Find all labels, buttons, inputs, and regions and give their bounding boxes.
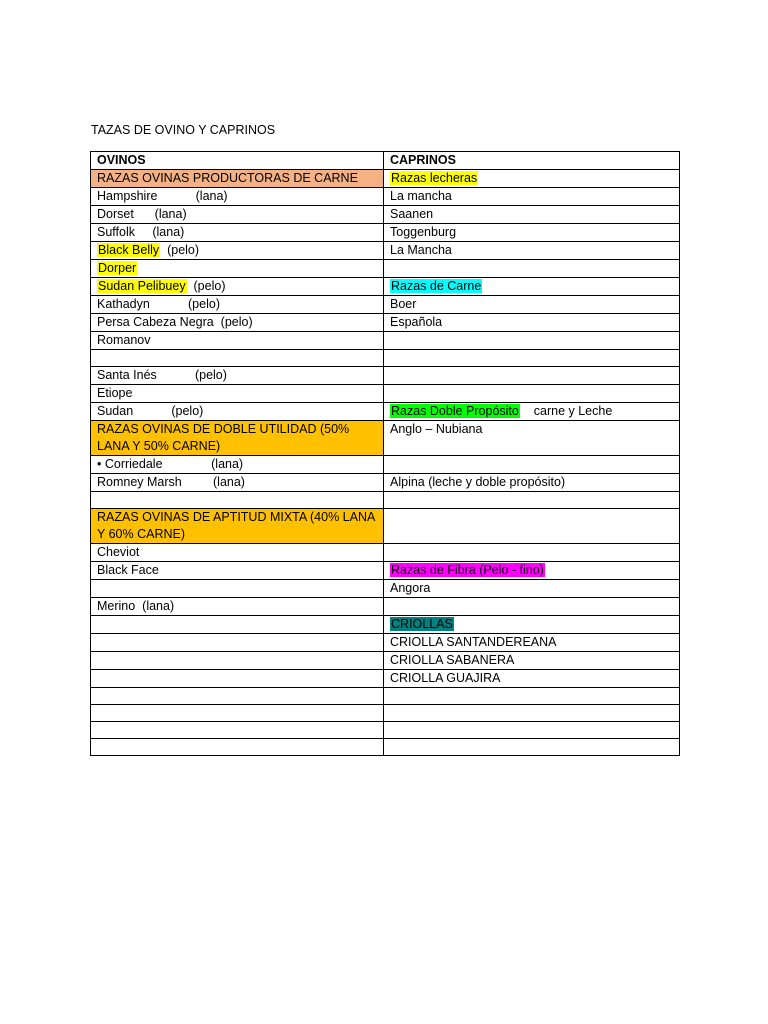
table-row: [91, 188, 680, 206]
table-row: [91, 403, 680, 421]
cell-text: Persa Cabeza Negra (pelo): [97, 315, 253, 329]
cell-text: Razas Doble Propósito: [391, 404, 519, 418]
caprinos-cell: [384, 296, 680, 314]
ovinos-cell: [91, 722, 384, 739]
caprinos-cell: [384, 278, 680, 296]
cell-text: Anglo – Nubiana: [390, 422, 483, 436]
ovinos-cell: [91, 367, 384, 385]
caprinos-cell: [384, 598, 680, 616]
table-row: [91, 278, 680, 296]
ovinos-cell: [91, 474, 384, 492]
table-row: [91, 634, 680, 652]
table-row: [91, 670, 680, 688]
breeds-table-body: [91, 152, 680, 756]
table-row: [91, 652, 680, 670]
ovinos-cell: [91, 634, 384, 652]
caprinos-cell: [384, 456, 680, 474]
caprinos-cell: [384, 544, 680, 562]
table-row: [91, 688, 680, 705]
ovinos-cell: [91, 152, 384, 170]
table-row: [91, 152, 680, 170]
ovinos-cell: [91, 562, 384, 580]
table-row: [91, 170, 680, 188]
caprinos-cell: [384, 616, 680, 634]
cell-text: RAZAS OVINAS DE APTITUD MIXTA (40% LANA Y 60% CARNE): [97, 510, 375, 541]
cell-suffix: (pelo): [160, 243, 200, 257]
caprinos-cell: [384, 739, 680, 756]
ovinos-cell: [91, 705, 384, 722]
cell-text: Angora: [390, 581, 431, 595]
caprinos-cell: [384, 670, 680, 688]
ovinos-cell: [91, 385, 384, 403]
cell-text: Razas lecheras: [391, 171, 478, 185]
caprinos-cell: [384, 705, 680, 722]
table-row: [91, 421, 680, 456]
table-row: [91, 242, 680, 260]
caprinos-cell: [384, 492, 680, 509]
ovinos-cell: [91, 544, 384, 562]
table-row: [91, 332, 680, 350]
caprinos-cell: [384, 367, 680, 385]
caprinos-cell: [384, 332, 680, 350]
cell-text: • Corriedale (lana): [97, 457, 244, 471]
cell-text: OVINOS: [97, 153, 146, 167]
caprinos-cell: [384, 634, 680, 652]
ovinos-cell: [91, 670, 384, 688]
table-row: [91, 509, 680, 544]
cell-suffix: (pelo): [186, 279, 226, 293]
caprinos-cell: [384, 580, 680, 598]
cell-text: Razas de Carne: [391, 279, 482, 293]
cell-text: Razas de Fibra (Pelo - fino): [391, 563, 544, 577]
ovinos-cell: [91, 296, 384, 314]
ovinos-cell: [91, 260, 384, 278]
table-row: [91, 580, 680, 598]
cell-text: Sudan Pelibuey: [98, 279, 186, 293]
ovinos-cell: [91, 598, 384, 616]
cell-text: Saanen: [390, 207, 434, 221]
ovinos-cell: [91, 278, 384, 296]
cell-text: Toggenburg: [390, 225, 457, 239]
table-row: [91, 367, 680, 385]
caprinos-cell: [384, 152, 680, 170]
cell-text: Merino (lana): [97, 599, 175, 613]
table-row: [91, 562, 680, 580]
document-title: TAZAS DE OVINO Y CAPRINOS: [91, 123, 276, 137]
table-row: [91, 456, 680, 474]
caprinos-cell: [384, 421, 680, 456]
ovinos-cell: [91, 616, 384, 634]
caprinos-cell: [384, 722, 680, 739]
caprinos-cell: [384, 188, 680, 206]
table-row: [91, 385, 680, 403]
caprinos-cell: [384, 509, 680, 544]
cell-text: Romanov: [97, 333, 151, 347]
table-row: [91, 705, 680, 722]
ovinos-cell: [91, 403, 384, 421]
caprinos-cell: [384, 170, 680, 188]
ovinos-cell: [91, 492, 384, 509]
table-row: [91, 224, 680, 242]
cell-text: Española: [390, 315, 443, 329]
table-row: [91, 474, 680, 492]
caprinos-cell: [384, 224, 680, 242]
caprinos-cell: [384, 206, 680, 224]
ovinos-cell: [91, 188, 384, 206]
cell-text: Santa Inés (pelo): [97, 368, 227, 382]
cell-text: Black Belly: [98, 243, 160, 257]
caprinos-cell: [384, 314, 680, 332]
ovinos-cell: [91, 332, 384, 350]
ovinos-cell: [91, 509, 384, 544]
table-row: [91, 739, 680, 756]
breeds-table: [90, 151, 680, 756]
ovinos-cell: [91, 580, 384, 598]
cell-text: Kathadyn (pelo): [97, 297, 220, 311]
table-row: [91, 296, 680, 314]
cell-text: Boer: [390, 297, 417, 311]
caprinos-cell: [384, 688, 680, 705]
ovinos-cell: [91, 350, 384, 367]
ovinos-cell: [91, 170, 384, 188]
cell-text: RAZAS OVINAS PRODUCTORAS DE CARNE: [97, 171, 358, 185]
cell-text: RAZAS OVINAS DE DOBLE UTILIDAD (50% LANA Y 50% CARNE): [97, 422, 350, 453]
ovinos-cell: [91, 206, 384, 224]
caprinos-cell: [384, 242, 680, 260]
ovinos-cell: [91, 224, 384, 242]
caprinos-cell: [384, 350, 680, 367]
ovinos-cell: [91, 421, 384, 456]
table-row: [91, 314, 680, 332]
cell-text: CRIOLLAS: [391, 617, 453, 631]
cell-text: Etiope: [97, 386, 133, 400]
table-row: [91, 616, 680, 634]
table-row: [91, 260, 680, 278]
cell-text: Alpina (leche y doble propósito): [390, 475, 566, 489]
cell-text: CRIOLLA SANTANDEREANA: [390, 635, 557, 649]
cell-text: Dorper: [98, 261, 137, 275]
caprinos-cell: [384, 562, 680, 580]
caprinos-cell: [384, 652, 680, 670]
cell-text: Black Face: [97, 563, 159, 577]
ovinos-cell: [91, 314, 384, 332]
cell-text: Sudan (pelo): [97, 404, 204, 418]
table-row: [91, 598, 680, 616]
table-row: [91, 492, 680, 509]
cell-text: Hampshire (lana): [97, 189, 228, 203]
cell-text: CRIOLLA SABANERA: [390, 653, 515, 667]
caprinos-cell: [384, 385, 680, 403]
caprinos-cell: [384, 260, 680, 278]
table-row: [91, 206, 680, 224]
caprinos-cell: [384, 403, 680, 421]
ovinos-cell: [91, 688, 384, 705]
cell-text: CAPRINOS: [390, 153, 456, 167]
cell-text: Dorset (lana): [97, 207, 187, 221]
cell-text: La mancha: [390, 189, 452, 203]
ovinos-cell: [91, 652, 384, 670]
ovinos-cell: [91, 739, 384, 756]
cell-text: CRIOLLA GUAJIRA: [390, 671, 501, 685]
cell-text: Cheviot: [97, 545, 140, 559]
ovinos-cell: [91, 456, 384, 474]
table-row: [91, 722, 680, 739]
caprinos-cell: [384, 474, 680, 492]
cell-suffix: carne y Leche: [519, 404, 613, 418]
cell-text: Romney Marsh (lana): [97, 475, 245, 489]
cell-text: La Mancha: [390, 243, 452, 257]
table-row: [91, 544, 680, 562]
cell-text: Suffolk (lana): [97, 225, 185, 239]
table-row: [91, 350, 680, 367]
ovinos-cell: [91, 242, 384, 260]
